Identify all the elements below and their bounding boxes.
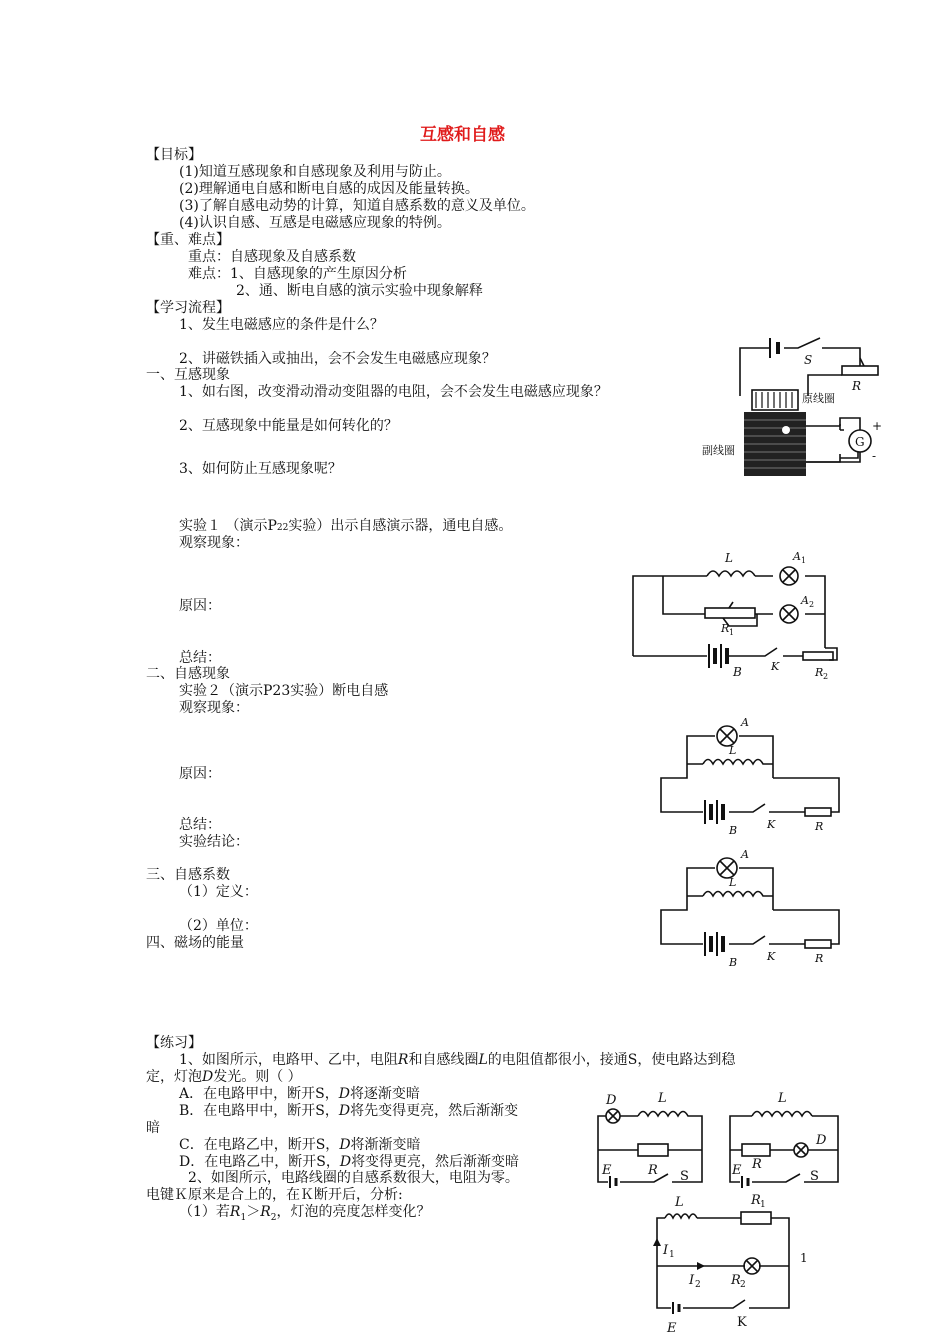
svg-text:R: R <box>752 1157 762 1172</box>
svg-text:R: R <box>721 622 730 635</box>
conclusion-label: 实验结论： <box>179 834 249 850</box>
svg-text:R: R <box>751 1193 761 1208</box>
svg-text:R: R <box>731 1273 741 1288</box>
section-heading: 二、自感现象 <box>146 666 230 682</box>
option-b: B．在电路甲中，断开S，D将先变得更亮，然后渐渐变 <box>179 1103 519 1119</box>
svg-text:L: L <box>725 551 733 565</box>
problem-1: 1、如图所示，电路甲、乙中，电阻R和自感线圈L的电阻值都很小，接通S，使电路达到稳 <box>179 1052 736 1068</box>
power-on-circuit-figure <box>625 548 865 683</box>
svg-text:B: B <box>733 665 742 679</box>
key-header: 【重、难点】 <box>146 232 230 248</box>
svg-text:1: 1 <box>729 628 735 637</box>
rheostat-label: R <box>852 379 862 393</box>
primary-coil-label: 原线圈 <box>802 392 835 405</box>
svg-text:D: D <box>816 1133 827 1148</box>
section-heading: 四、磁场的能量 <box>146 935 244 951</box>
page-title: 互感和自感 <box>420 125 505 145</box>
svg-text:K: K <box>737 1315 747 1330</box>
svg-text:B: B <box>729 824 738 837</box>
goal-item: (1)知道互感现象和自感现象及利用与防止。 <box>179 164 451 180</box>
svg-text:I: I <box>689 1273 695 1288</box>
plus-sign: + <box>872 419 883 433</box>
secondary-coil-label: 副线圈 <box>702 444 735 457</box>
flow-header: 【学习流程】 <box>146 300 230 316</box>
svg-text:R: R <box>648 1163 658 1178</box>
reason-label: 原因： <box>179 598 221 614</box>
svg-text:S: S <box>680 1169 689 1184</box>
minus-sign: - <box>872 449 877 463</box>
svg-text:L: L <box>729 744 737 757</box>
question: 2、互感现象中能量是如何转化的？ <box>179 418 398 434</box>
key-difficulty: 难点：1、自感现象的产生原因分析 <box>188 266 407 282</box>
mutual-induction-figure <box>700 330 890 490</box>
goal-header: 【目标】 <box>146 147 202 163</box>
svg-text:K: K <box>771 660 780 673</box>
key-focus: 重点：自感现象及自感系数 <box>188 249 356 265</box>
svg-text:R: R <box>815 666 824 679</box>
summary-label: 总结： <box>179 650 221 666</box>
option-d: D．在电路乙中，断开S，D将变得更亮，然后渐渐变暗 <box>179 1154 520 1170</box>
svg-text:S: S <box>810 1169 819 1184</box>
goal-item: (3)了解自感电动势的计算，知道自感系数的意义及单位。 <box>179 198 535 214</box>
svg-text:A: A <box>741 716 749 729</box>
svg-text:A: A <box>793 550 801 563</box>
svg-text:2: 2 <box>740 1280 746 1290</box>
summary-label: 总结： <box>179 817 221 833</box>
flow-question: 2、讲磁铁插入或抽出，会不会发生电磁感应现象？ <box>179 351 496 367</box>
svg-text:I: I <box>663 1243 669 1258</box>
svg-text:2: 2 <box>695 1280 701 1290</box>
flow-question: 1、发生电磁感应的条件是什么？ <box>179 317 384 333</box>
svg-text:2: 2 <box>809 600 815 609</box>
svg-text:E: E <box>667 1321 677 1336</box>
svg-text:L: L <box>729 876 737 889</box>
self-inductance-circuit-figure <box>655 848 855 968</box>
svg-text:K: K <box>767 818 776 831</box>
circuit-yi-figure <box>722 1090 852 1192</box>
svg-text:1: 1 <box>669 1250 675 1260</box>
switch-label: S <box>804 353 813 367</box>
practice-header: 【练习】 <box>146 1035 202 1051</box>
unit-label: （2）单位： <box>179 918 258 934</box>
svg-text:L: L <box>675 1195 684 1210</box>
section-heading: 三、自感系数 <box>146 867 230 883</box>
reason-label: 原因： <box>179 766 221 782</box>
question: 3、如何防止互感现象呢？ <box>179 461 342 477</box>
svg-text:K: K <box>767 950 776 963</box>
svg-text:1: 1 <box>801 556 807 565</box>
svg-text:R: R <box>815 952 824 965</box>
observe-label: 观察现象： <box>179 535 249 551</box>
svg-text:L: L <box>778 1091 787 1106</box>
experiment-label: 实验２（演示P23实验）断电自感 <box>179 683 389 699</box>
problem-1-cont: 定，灯泡D发光。则（ ） <box>146 1069 302 1085</box>
option-a: A．在电路甲中，断开S，D将逐渐变暗 <box>179 1086 420 1102</box>
galvanometer-label: G <box>855 435 865 449</box>
goal-item: (2)理解通电自感和断电自感的成因及能量转换。 <box>179 181 479 197</box>
svg-text:A: A <box>741 848 749 861</box>
problem-2-cont: 电键Ｋ原来是合上的，在Ｋ断开后，分析: <box>146 1187 403 1203</box>
problem-2-question: （1）若$R_1>R_2$，灯泡的亮度怎样变化？ <box>179 1204 431 1223</box>
problem-2: 2、如图所示，电路线圈的自感系数很大，电阻为零。 <box>188 1170 519 1186</box>
goal-item: (4)认识自感、互感是电磁感应现象的特例。 <box>179 215 451 231</box>
key-difficulty: 2、通、断电自感的演示实验中现象解释 <box>236 283 483 299</box>
option-c: C．在电路乙中，断开S，D将渐渐变暗 <box>179 1137 421 1153</box>
svg-text:E: E <box>602 1163 612 1178</box>
observe-label: 观察现象： <box>179 700 249 716</box>
svg-text:L: L <box>658 1091 667 1106</box>
problem-2-circuit-figure <box>645 1190 795 1340</box>
svg-text:A: A <box>801 594 809 607</box>
svg-text:D: D <box>606 1093 617 1108</box>
power-off-circuit-figure <box>655 716 855 836</box>
svg-text:1: 1 <box>760 1200 766 1210</box>
svg-text:R: R <box>815 820 824 833</box>
page-number: 1 <box>800 1251 808 1265</box>
circuit-jia-figure <box>592 1090 712 1192</box>
svg-text:E: E <box>732 1163 742 1178</box>
option-b-cont: 暗 <box>146 1120 160 1136</box>
definition-label: （1）定义： <box>179 884 258 900</box>
section-heading: 一、互感现象 <box>146 367 230 383</box>
svg-text:2: 2 <box>823 672 829 681</box>
question: 1、如右图，改变滑动滑动变阻器的电阻，会不会发生电磁感应现象？ <box>179 384 608 400</box>
svg-text:B: B <box>729 956 738 969</box>
experiment-label: 实验１ （演示P22实验）出示自感演示器，通电自感。 <box>179 518 513 534</box>
